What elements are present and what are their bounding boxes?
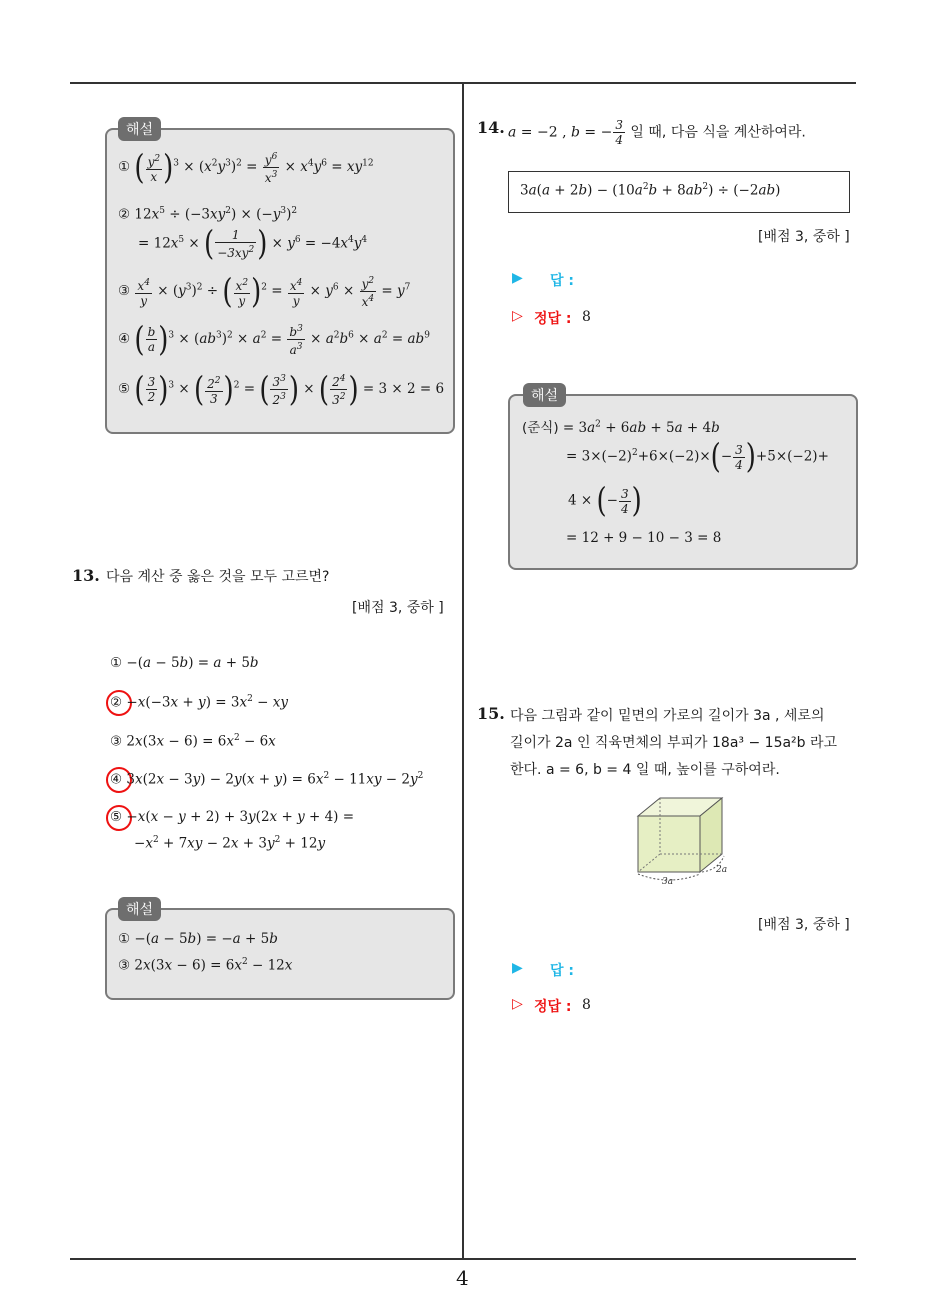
solution-1-line-2: ② $12x^5 \div (-3xy^2) \times (-y^3)^2$ xyxy=(118,206,298,223)
q13-option-4[interactable]: ④ $3x(2x - 3y) - 2y(x + y) = 6x^2 - 11xy - 2y^2$ xyxy=(110,771,424,788)
q14-answer-label: 답 : xyxy=(550,273,574,289)
question-14-number: 14. xyxy=(477,118,505,137)
q14-correct-marker: ▷ xyxy=(512,308,523,324)
depth-label: 2a xyxy=(716,865,728,875)
q15-correct-marker: ▷ xyxy=(512,996,523,1012)
question-15-text-line-2: 길이가 2a 인 직육면체의 부피가 18a³ − 15a²b 라고 xyxy=(510,735,838,751)
q15-answer-label: 답 : xyxy=(550,963,574,979)
solution-tag-3: 해설 xyxy=(523,383,566,407)
solution-3-line-3: 4 × (− $\frac{3}{4}$ ) xyxy=(568,481,642,521)
q15-correct-label: 정답 : xyxy=(534,999,572,1015)
solution-1-line-5: ④ ( $\frac{b}{a}$ )$^3 \times (ab^3)^2 \times a^2$ = $\frac{b^3}{a^3}$ × $a^2b^6 \times a^2 = ab^9$ xyxy=(118,320,430,359)
q13-option-5[interactable]: ⑤ −x(x − y + 2) + 3y(2x + y + 4) = xyxy=(110,809,355,825)
cuboid-front-face xyxy=(638,816,700,872)
question-14-score: [배점 3, 중하 ] xyxy=(758,229,850,245)
question-15-text-line-1: 다음 그림과 같이 밑면의 가로의 길이가 3a , 세로의 xyxy=(510,708,825,724)
q14-correct-value: 8 xyxy=(582,309,591,325)
question-14-expression: $3a(a + 2b) - (10a^2b + 8ab^2) \div (-2ab)$ xyxy=(520,182,781,199)
question-13-number: 13. xyxy=(72,566,100,585)
solution-2-line-2: ③ $2x(3x - 6) = 6x^2 - 12x$ xyxy=(118,957,293,974)
solution-box-2 xyxy=(105,908,455,1000)
q13-option-3[interactable]: ③ $2x(3x - 6) = 6x^2 - 6x$ xyxy=(110,733,276,750)
page-number: 4 xyxy=(456,1266,469,1290)
solution-2-line-1: ① −(a − 5b) = −a + 5b xyxy=(118,931,278,947)
q13-option-5-continued: $-x^2 + 7xy - 2x + 3y^2 + 12y$ xyxy=(134,835,326,852)
question-15-text-line-3: 한다. a = 6, b = 4 일 때, 높이를 구하여라. xyxy=(510,762,780,778)
q15-answer-marker: ▶ xyxy=(512,960,523,976)
solution-1-line-4: ③ $\frac{x^4}{y}$ × $(y^3)^2$ ÷ ( $\frac{x^2}{y}$ )$^2$ = $\frac{x^4}{y}$ × $y^6$ × $\frac{y^2}{x^4}$ = $y^7$ xyxy=(118,272,411,311)
cuboid-figure xyxy=(628,794,738,886)
solution-1-line-1: ① ( $\frac{y^2}{x}$ )$^3 \times (x^2y^3)^2$ = $\frac{y^6}{x^3}$ × $x^4y^6 = xy^{12}$ xyxy=(118,148,374,187)
solution-3-line-4: = 12 + 9 − 10 − 3 = 8 xyxy=(566,530,722,546)
solution-3-line-1: (준식) = $3a^2 + 6ab + 5a + 4b$ xyxy=(522,419,720,436)
width-label: 3a xyxy=(662,877,674,886)
solution-tag-2: 해설 xyxy=(118,897,161,921)
q13-option-1[interactable]: ① −(a − 5b) = a + 5b xyxy=(110,655,259,671)
question-14-text: a = −2 , b = − $\frac{3}{4}$ 일 때, 다음 식을 계산하여라. xyxy=(508,118,806,147)
q14-correct-label: 정답 : xyxy=(534,311,572,327)
bottom-rule xyxy=(70,1258,856,1260)
solution-1-line-6: ⑤ ( $\frac{3}{2}$ )$^3$ × ( $\frac{2^2}{3}$ )$^2$ = ( $\frac{3^3}{2^3}$ ) × ( $\frac{2^4}{3^2}$ ) = 3 × 2 = 6 xyxy=(118,370,445,409)
solution-tag-1: 해설 xyxy=(118,117,161,141)
column-divider xyxy=(462,82,464,1260)
question-13-text: 다음 계산 중 옳은 것을 모두 고르면? xyxy=(106,569,330,585)
question-15-score: [배점 3, 중하 ] xyxy=(758,917,850,933)
solution-1-line-3: = $12x^5$ × ( $\frac{1}{-3xy^2}$ ) × $y^6 = -4x^4y^4$ xyxy=(138,224,368,264)
q15-correct-value: 8 xyxy=(582,997,591,1013)
solution-3-line-2: = $3\times(-2)^2+6\times(-2)\times(-$ $\frac{3}{4}$ )+5×(−2)+ xyxy=(566,437,829,477)
question-15-number: 15. xyxy=(477,704,505,723)
q14-answer-marker: ▶ xyxy=(512,270,523,286)
q13-option-2[interactable]: ② $-x(-3x + y) = 3x^2$ − xy xyxy=(110,694,288,711)
question-13-score: [배점 3, 중하 ] xyxy=(352,600,444,616)
